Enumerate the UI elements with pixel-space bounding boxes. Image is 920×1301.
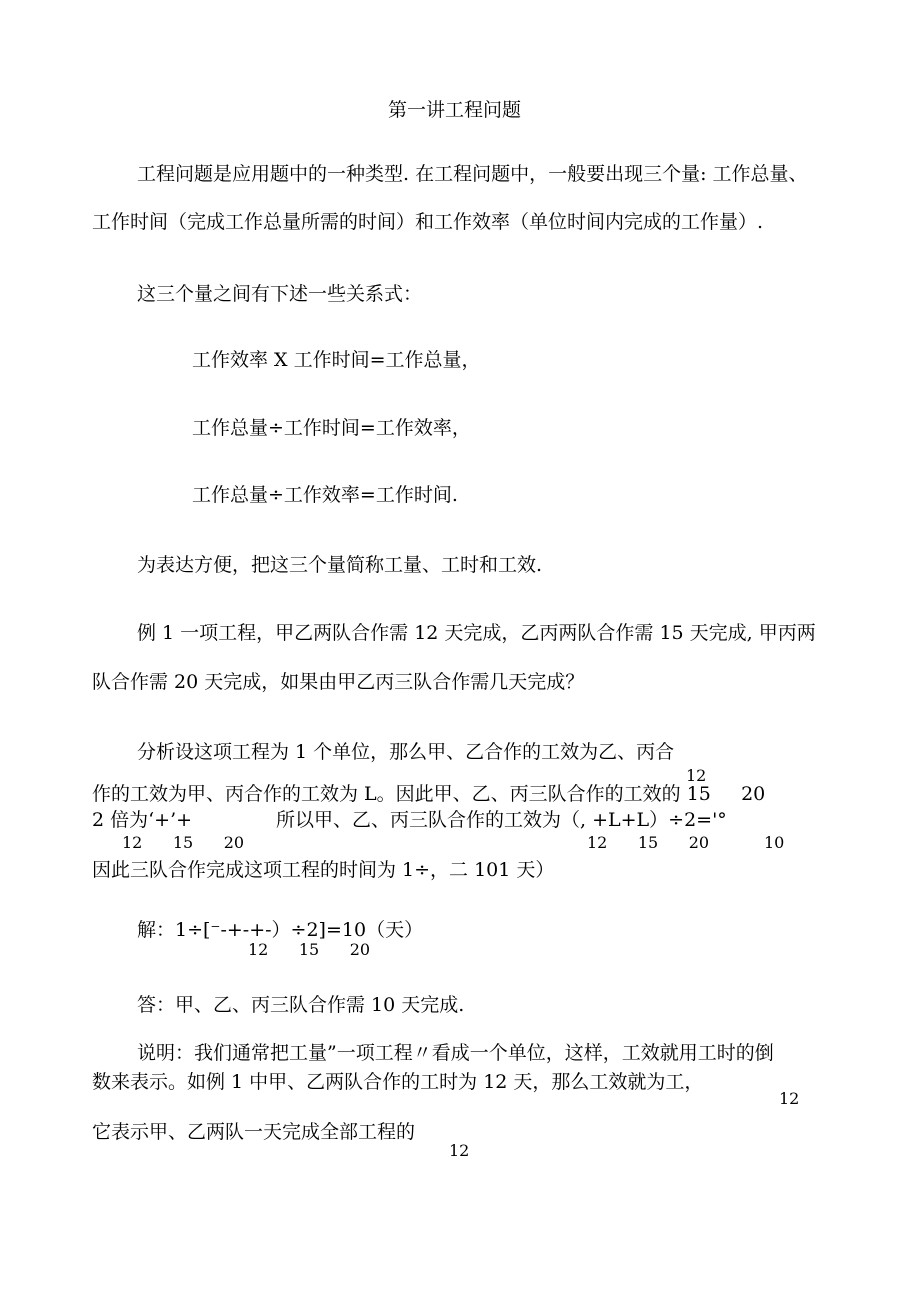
analysis-denominator-12: 12	[686, 766, 707, 785]
page-title: 第一讲工程问题	[388, 99, 522, 121]
relations-intro: 这三个量之间有下述一些关系式：	[137, 283, 423, 305]
note-line-3: 它表示甲、乙两队一天完成全部工程的	[92, 1121, 416, 1143]
formula-3: 工作总量÷工作效率=工作时间.	[192, 484, 458, 506]
analysis-line-1: 分析设这项工程为 1 个单位，那么甲、乙合作的工效为乙、丙合	[137, 741, 675, 763]
solution-line: 解：1÷[⁻-+-+-）÷2]=10（天）	[137, 919, 424, 941]
intro-line-1: 工程问题是应用题中的一种类型. 在工程问题中，一般要出现三个量: 工作总量、	[137, 163, 808, 185]
note-line-1: 说明：我们通常把工量”一项工程〃看成一个单位，这样，工效就用工时的倒	[137, 1042, 774, 1064]
analysis-denominator-10: 10	[764, 833, 785, 852]
example-line-2: 队合作需 20 天完成，如果由甲乙丙三队合作需几天完成？	[92, 671, 585, 693]
note-line-2: 数来表示。如例 1 中甲、乙两队合作的工时为 12 天，那么工效就为工，	[92, 1071, 704, 1093]
abbreviation-note: 为表达方便，把这三个量简称工量、工时和工效.	[137, 554, 543, 576]
answer-line: 答：甲、乙、丙三队合作需 10 天完成.	[137, 994, 465, 1016]
note-denominator-12a: 12	[779, 1089, 800, 1108]
analysis-line-3a: 2 倍为‘+’+	[92, 809, 193, 831]
note-denominator-12b: 12	[449, 1141, 470, 1160]
analysis-denominators-left: 12 15 20	[122, 833, 245, 852]
analysis-line-2: 作的工效为甲、丙合作的工效为 L。因此甲、乙、丙三队合作的工效的 15 20	[92, 783, 766, 805]
example-line-1: 例 1 一项工程，甲乙两队合作需 12 天完成，乙丙两队合作需 15 天完成, 甲丙两	[137, 622, 816, 644]
intro-line-2: 工作时间（完成工作总量所需的时间）和工作效率（单位时间内完成的工作量）.	[92, 211, 764, 233]
analysis-line-3b: 所以甲、乙、丙三队合作的工效为（, +L+L）÷2='°	[276, 809, 727, 831]
formula-2: 工作总量÷工作时间=工作效率，	[192, 417, 471, 439]
formula-1: 工作效率 X 工作时间=工作总量，	[192, 349, 481, 371]
analysis-denominators-right: 12 15 20	[587, 833, 710, 852]
analysis-line-4: 因此三队合作完成这项工程的时间为 1÷，二 101 天）	[92, 859, 555, 881]
solution-denominators: 12 15 20	[248, 940, 371, 959]
